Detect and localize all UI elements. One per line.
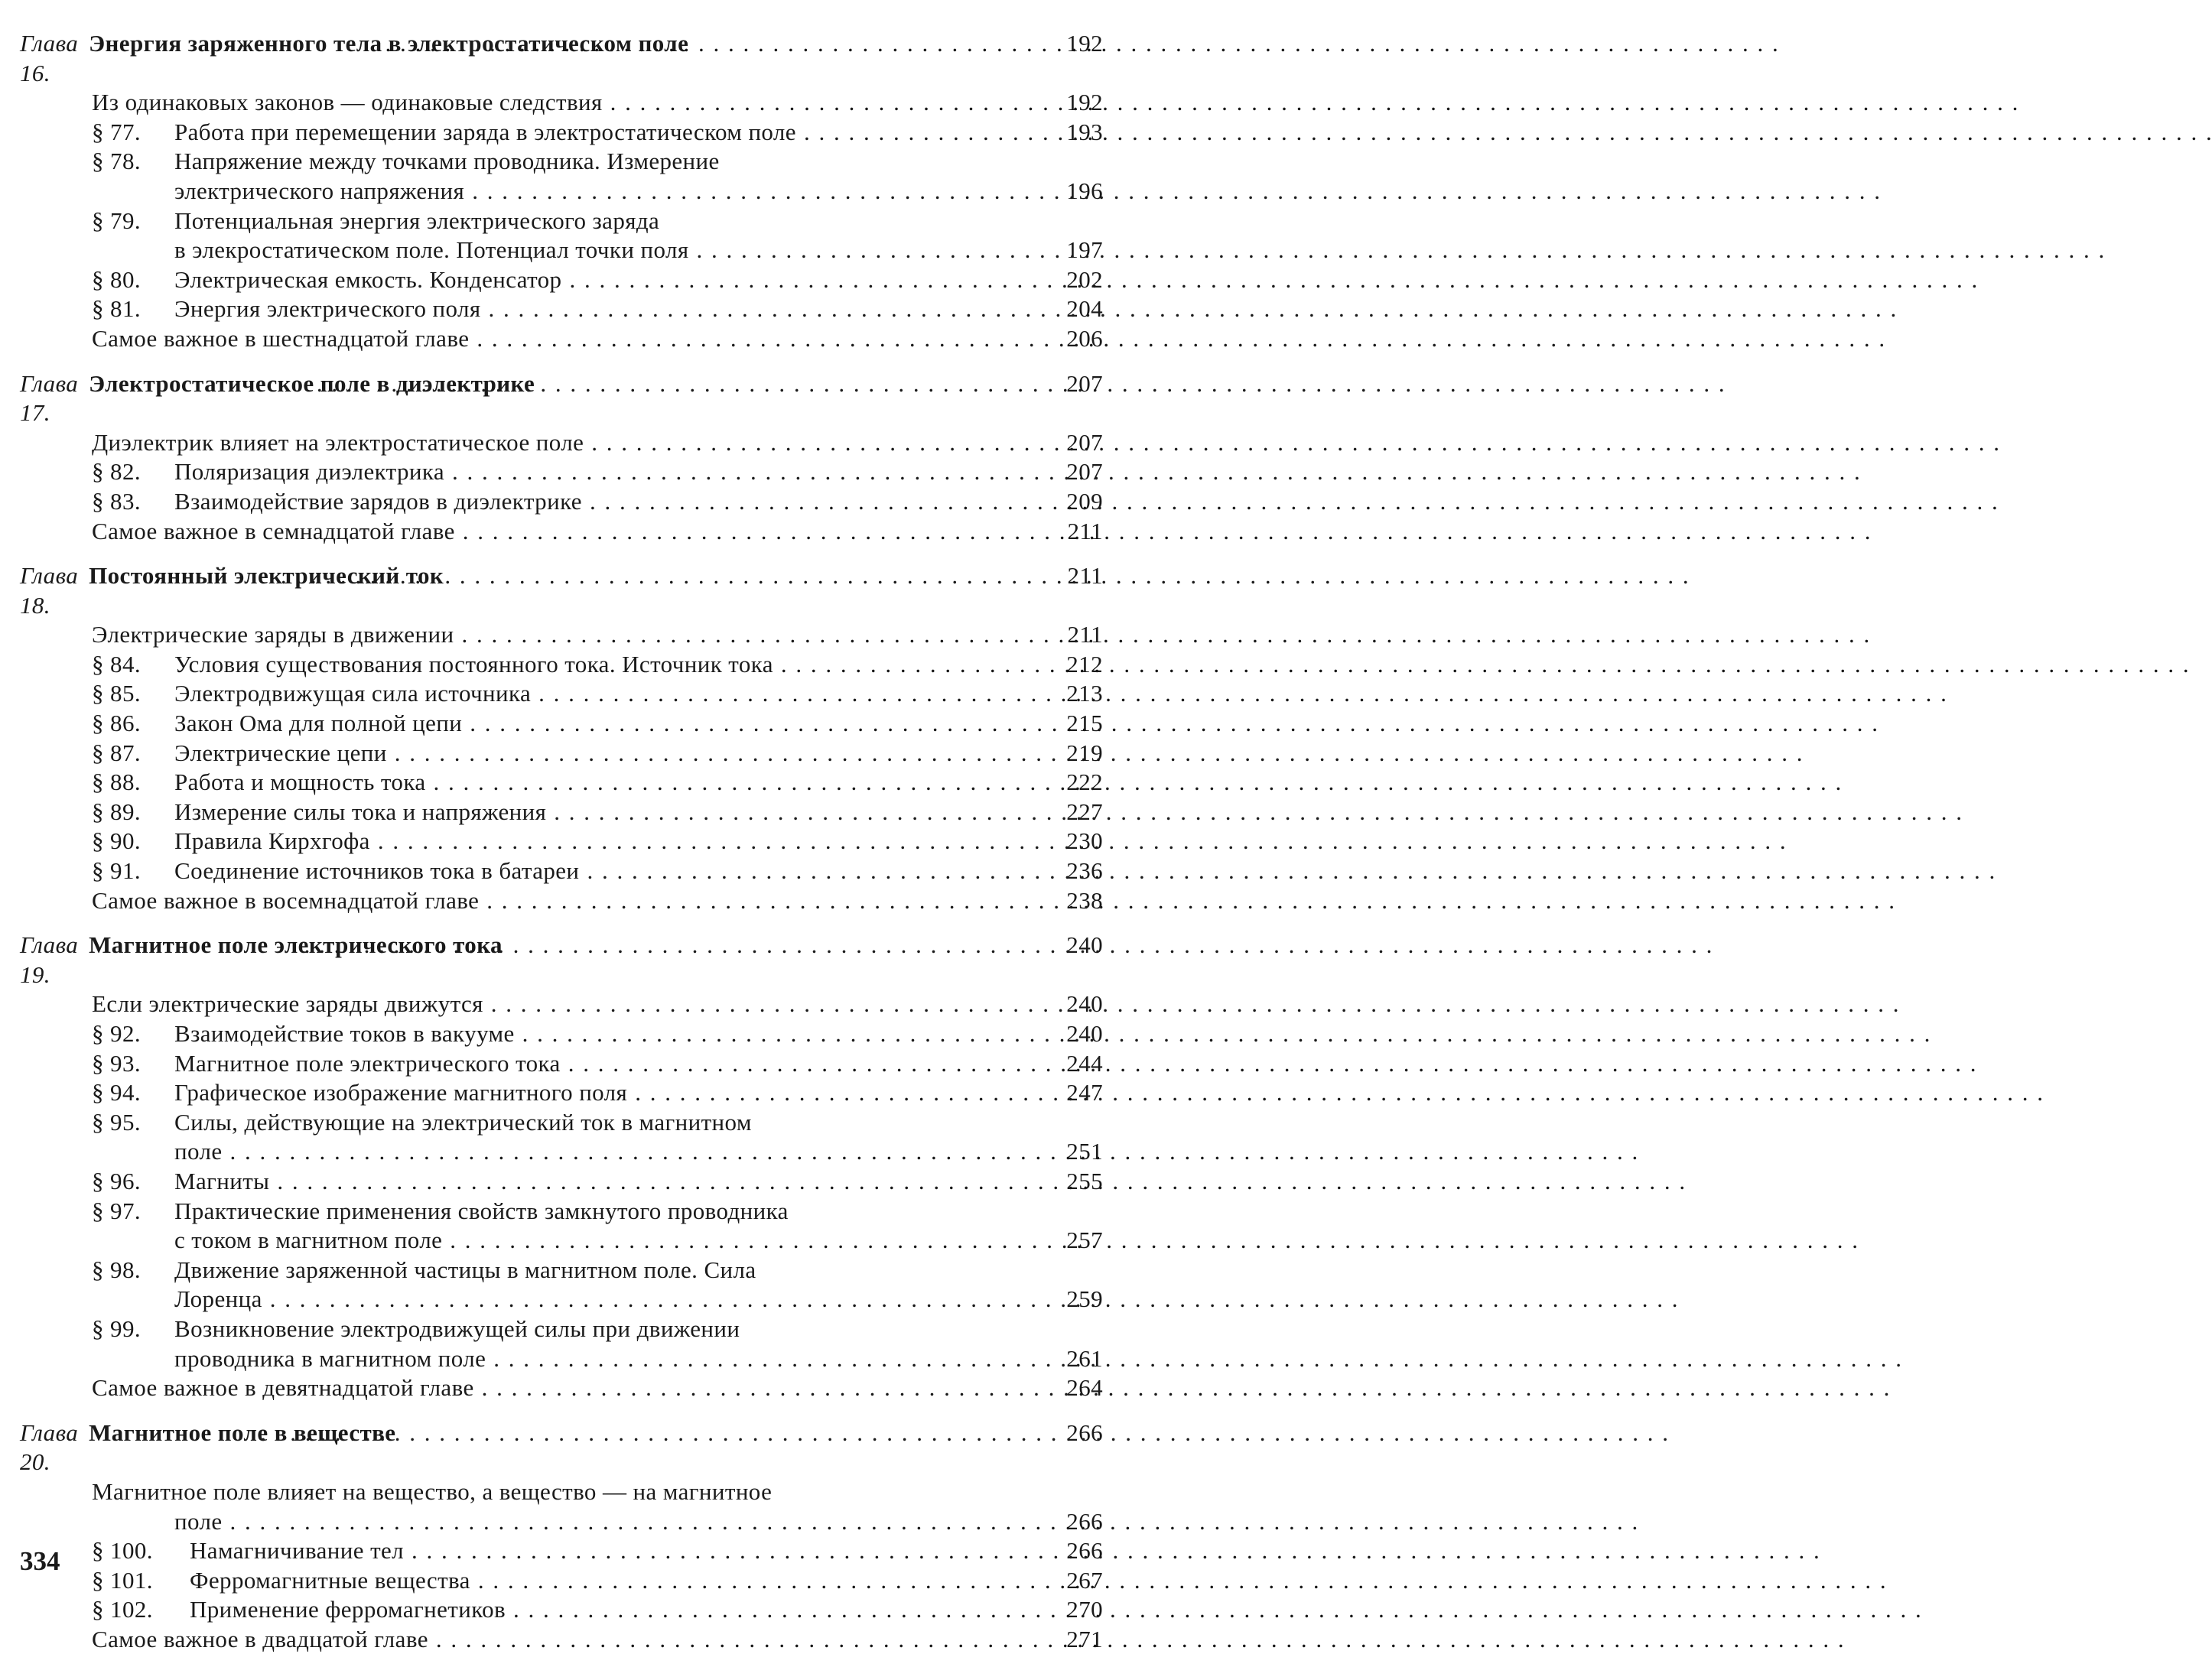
dot-leader <box>579 856 1059 886</box>
entry-title: Взаимодействие зарядов в диэлектрике <box>174 487 582 515</box>
chapter-heading[interactable] <box>20 561 1103 620</box>
toc-entry-summary[interactable] <box>20 1373 1103 1403</box>
toc-entry[interactable] <box>20 798 1103 827</box>
section-number: § 95. <box>92 1108 141 1136</box>
entry-title: Намагничивание тел <box>190 1537 405 1565</box>
dot-leader <box>455 517 1059 547</box>
page-ref: 211 <box>1067 517 1103 544</box>
toc-entry[interactable] <box>20 679 1103 709</box>
entry-title: Лоренца <box>174 1285 262 1313</box>
page-ref: 264 <box>1066 1374 1103 1402</box>
entry-title: Электрическая емкость. Конденсатор <box>174 265 562 293</box>
section-number: § 96. <box>92 1167 141 1194</box>
dot-leader <box>603 88 1059 118</box>
toc-entry-continuation[interactable] <box>20 236 1103 265</box>
dot-leader <box>627 1078 1059 1108</box>
entry-title: Электрические цепи <box>174 739 387 766</box>
entry-title: Работа и мощность тока <box>174 769 426 796</box>
entry-title: Если электрические заряды движутся <box>92 990 483 1018</box>
toc-entry[interactable] <box>20 487 1103 517</box>
toc-entry[interactable] <box>20 1197 1103 1227</box>
chapter-16 <box>20 29 1103 354</box>
toc-entry[interactable] <box>20 1566 1103 1596</box>
toc-entry[interactable] <box>20 1595 1103 1625</box>
chapter-19 <box>20 931 1103 1403</box>
page-ref: 251 <box>1066 1138 1103 1165</box>
chapter-heading[interactable] <box>20 931 1103 989</box>
section-number: § 92. <box>92 1020 141 1047</box>
toc-entry-continuation[interactable] <box>20 177 1103 206</box>
page-ref: 222 <box>1066 769 1103 796</box>
entry-title: Практические применения свойств замкнутого проводника <box>174 1197 789 1224</box>
entry-title: Из одинаковых законов — одинаковые следствия <box>92 89 603 116</box>
toc-entry-continuation[interactable] <box>20 1507 1103 1537</box>
page-ref: 267 <box>1066 1566 1103 1594</box>
toc-entry-continuation[interactable] <box>20 1226 1103 1256</box>
dot-leader <box>223 1137 1059 1167</box>
page-ref: 211 <box>1067 621 1103 648</box>
dot-leader <box>688 236 1059 265</box>
page-ref: 240 <box>1066 1020 1103 1047</box>
chapter-label: Глава 17. <box>20 369 79 427</box>
entry-title: Взаимодействие токов в вакууме <box>174 1020 515 1047</box>
page-ref: 207 <box>1066 428 1103 456</box>
section-number: § 97. <box>92 1197 141 1224</box>
page-ref: 193 <box>1066 118 1103 145</box>
chapter-heading[interactable] <box>20 369 1103 428</box>
chapter-20 <box>20 1418 1103 1654</box>
section-number: § 100. <box>92 1537 153 1565</box>
page-ref: 215 <box>1066 710 1103 737</box>
toc-entry[interactable] <box>20 989 1103 1019</box>
section-number: § 82. <box>92 458 141 486</box>
chapter-title: Магнитное поле электрического тока <box>89 931 503 959</box>
page-ref: 196 <box>1066 177 1103 204</box>
dot-leader <box>584 428 1059 458</box>
page-ref: 227 <box>1066 798 1103 825</box>
page-ref: 266 <box>1066 1507 1103 1535</box>
dot-leader <box>363 29 1059 59</box>
entry-title: Условия существования постоянного тока. Источник тока <box>174 650 773 678</box>
toc-entry[interactable] <box>20 88 1103 118</box>
dot-leader <box>223 1507 1059 1537</box>
page-ref: 271 <box>1066 1625 1103 1652</box>
toc-entry[interactable] <box>20 1049 1103 1079</box>
page-ref: 240 <box>1066 931 1103 959</box>
dot-leader <box>269 1167 1059 1197</box>
section-number: § 93. <box>92 1049 141 1077</box>
dot-leader <box>444 457 1059 487</box>
section-number: § 90. <box>92 827 141 855</box>
dot-leader <box>546 798 1059 827</box>
chapter-title: Электростатическое поле в диэлектрике <box>89 369 535 397</box>
entry-title: Самое важное в семнадцатой главе <box>92 517 455 544</box>
toc-entry[interactable] <box>20 739 1103 769</box>
page-ref: 238 <box>1066 886 1103 914</box>
chapter-title: Постоянный электрический ток <box>89 562 444 590</box>
section-number: § 81. <box>92 295 141 323</box>
dot-leader <box>470 1566 1059 1596</box>
chapter-label: Глава 19. <box>20 931 79 988</box>
toc-entry[interactable] <box>20 457 1103 487</box>
entry-title: Движение заряженной частицы в магнитном поле. Сила <box>174 1256 756 1283</box>
entry-title: Самое важное в девятнадцатой главе <box>92 1374 474 1402</box>
dot-leader <box>425 768 1059 798</box>
page-ref: 202 <box>1066 265 1103 293</box>
toc-entry[interactable] <box>20 1108 1103 1138</box>
entry-title: Силы, действующие на электрический ток в магнитном <box>174 1108 752 1136</box>
page-ref: 211 <box>1067 562 1103 590</box>
dot-leader <box>442 1226 1059 1256</box>
dot-leader <box>370 827 1059 856</box>
chapter-17 <box>20 369 1103 547</box>
dot-leader <box>252 1418 1059 1448</box>
dot-leader <box>273 561 1059 591</box>
entry-title: Ферромагнитные вещества <box>190 1566 470 1594</box>
entry-title: поле <box>174 1507 223 1535</box>
section-number: § 101. <box>92 1566 153 1594</box>
entry-title: Возникновение электродвижущей силы при движении <box>174 1314 740 1342</box>
dot-leader <box>561 1049 1059 1079</box>
toc-entry[interactable] <box>20 827 1103 856</box>
page-ref: 197 <box>1066 236 1103 264</box>
dot-leader <box>387 739 1059 769</box>
dot-leader <box>462 709 1059 739</box>
page-ref: 266 <box>1066 1537 1103 1565</box>
dot-leader <box>297 931 1059 960</box>
section-number: § 85. <box>92 680 141 707</box>
dot-leader <box>796 118 1059 148</box>
entry-title: Соединение источников тока в батареи <box>174 857 580 885</box>
entry-title: поле <box>174 1138 223 1165</box>
page-ref: 213 <box>1066 680 1103 707</box>
entry-title: Применение ферромагнетиков <box>190 1596 506 1623</box>
section-number: § 86. <box>92 710 141 737</box>
dot-leader <box>515 1019 1059 1049</box>
dot-leader <box>428 1625 1059 1654</box>
toc-entry[interactable] <box>20 118 1103 148</box>
page-ref: 255 <box>1066 1167 1103 1194</box>
page-ref: 204 <box>1066 295 1103 323</box>
page-ref: 266 <box>1066 1418 1103 1446</box>
toc-entry-summary[interactable] <box>20 1625 1103 1654</box>
toc-entry-continuation[interactable] <box>20 1285 1103 1314</box>
dot-leader <box>483 989 1059 1019</box>
toc-entry[interactable] <box>20 1536 1103 1566</box>
section-number: § 102. <box>92 1596 153 1623</box>
page-ref: 259 <box>1066 1285 1103 1313</box>
section-number: § 99. <box>92 1314 141 1342</box>
entry-title: Самое важное в шестнадцатой главе <box>92 324 470 352</box>
entry-title: Работа при перемещении заряда в электростатическом поле <box>174 118 796 145</box>
toc-entry[interactable] <box>20 709 1103 739</box>
toc-entry[interactable] <box>20 1314 1103 1344</box>
toc-entry-summary[interactable] <box>20 324 1103 354</box>
toc-entry[interactable] <box>20 206 1103 236</box>
toc-entry[interactable] <box>20 1477 1103 1507</box>
page-ref: 209 <box>1066 487 1103 515</box>
entry-title: Поляризация диэлектрика <box>174 458 445 486</box>
dot-leader <box>506 1595 1059 1625</box>
toc-entry[interactable] <box>20 856 1103 886</box>
page-ref: 192 <box>1066 89 1103 116</box>
entry-title: Электрические заряды в движении <box>92 621 454 648</box>
toc-entry[interactable] <box>20 768 1103 798</box>
entry-title: Графическое изображение магнитного поля <box>174 1079 628 1106</box>
toc-entry-continuation[interactable] <box>20 1137 1103 1167</box>
section-number: § 79. <box>92 206 141 234</box>
page-ref: 261 <box>1066 1344 1103 1372</box>
section-number: § 77. <box>92 118 141 145</box>
entry-title: в элекростатическом поле. Потенциал точки поля <box>174 236 689 264</box>
section-number: § 87. <box>92 739 141 766</box>
entry-title: Правила Кирхгофа <box>174 827 370 855</box>
chapter-label: Глава 20. <box>20 1418 79 1476</box>
dot-leader <box>404 1536 1059 1566</box>
entry-title: Электродвижущая сила источника <box>174 680 532 707</box>
toc-entry-summary[interactable] <box>20 517 1103 547</box>
dot-leader <box>486 1344 1059 1374</box>
chapter-label: Глава 18. <box>20 562 79 619</box>
toc-entry[interactable] <box>20 1256 1103 1285</box>
entry-title: проводника в магнитном поле <box>174 1344 486 1372</box>
section-number: § 78. <box>92 148 141 175</box>
toc-entry[interactable] <box>20 294 1103 324</box>
chapter-heading[interactable] <box>20 29 1103 88</box>
dot-leader <box>481 294 1059 324</box>
page-ref: 212 <box>1066 650 1103 678</box>
dot-leader <box>531 679 1059 709</box>
entry-title: Самое важное в двадцатой главе <box>92 1625 428 1652</box>
toc-entry[interactable] <box>20 1167 1103 1197</box>
entry-title: электрического напряжения <box>174 177 465 204</box>
toc-entry-continuation[interactable] <box>20 1344 1103 1374</box>
section-number: § 83. <box>92 487 141 515</box>
dot-leader <box>454 620 1059 650</box>
section-number: § 94. <box>92 1079 141 1106</box>
page-ref: 270 <box>1066 1596 1103 1623</box>
section-number: § 89. <box>92 798 141 825</box>
dot-leader <box>309 369 1059 399</box>
page-ref: 244 <box>1066 1049 1103 1077</box>
toc-entry[interactable] <box>20 265 1103 295</box>
dot-leader <box>464 177 1059 206</box>
toc-entry[interactable] <box>20 1078 1103 1108</box>
page-ref: 207 <box>1066 458 1103 486</box>
page-ref: 192 <box>1066 30 1103 57</box>
chapter-label: Глава 16. <box>20 30 79 86</box>
chapter-title: Магнитное поле в веществе <box>89 1418 396 1446</box>
dot-leader <box>582 487 1059 517</box>
entry-title: Магнитное поле влияет на вещество, а вещество — на магнитное <box>92 1477 773 1505</box>
entry-title: Магниты <box>174 1167 270 1194</box>
page-ref: 219 <box>1066 739 1103 766</box>
entry-title: Диэлектрик влияет на электростатическое поле <box>92 428 584 456</box>
toc-entry[interactable] <box>20 650 1103 680</box>
page-ref: 240 <box>1066 990 1103 1018</box>
page-ref: 207 <box>1066 369 1103 397</box>
dot-leader <box>262 1285 1059 1314</box>
toc-entry[interactable] <box>20 1019 1103 1049</box>
section-number: § 91. <box>92 857 141 885</box>
dot-leader <box>773 650 1059 680</box>
entry-title: Потенциальная энергия электрического заряда <box>174 206 660 234</box>
entry-title: с током в магнитном поле <box>174 1227 443 1254</box>
dot-leader <box>474 1373 1059 1403</box>
toc-entry[interactable] <box>20 620 1103 650</box>
page-ref: 257 <box>1066 1227 1103 1254</box>
entry-title: Энергия электрического поля <box>174 295 481 323</box>
toc-entry-summary[interactable] <box>20 886 1103 916</box>
chapter-heading[interactable] <box>20 1418 1103 1477</box>
entry-title: Напряжение между точками проводника. Измерение <box>174 148 720 175</box>
section-number: § 98. <box>92 1256 141 1283</box>
toc-entry[interactable] <box>20 428 1103 458</box>
dot-leader <box>479 886 1059 916</box>
section-number: § 84. <box>92 650 141 678</box>
entry-title: Магнитное поле электрического тока <box>174 1049 561 1077</box>
page-ref: 230 <box>1066 827 1103 855</box>
page-number: 334 <box>20 1546 60 1576</box>
entry-title: Самое важное в восемнадцатой главе <box>92 886 480 914</box>
page-ref: 236 <box>1066 857 1103 885</box>
entry-title: Закон Ома для полной цепи <box>174 710 463 737</box>
section-number: § 80. <box>92 265 141 293</box>
page-ref: 247 <box>1066 1079 1103 1106</box>
page-ref: 206 <box>1066 324 1103 352</box>
chapter-18 <box>20 561 1103 915</box>
section-number: § 88. <box>92 769 141 796</box>
entry-title: Измерение силы тока и напряжения <box>174 798 547 825</box>
dot-leader <box>561 265 1059 295</box>
chapter-title: Энергия заряженного тела в электростатическом поле <box>89 30 689 57</box>
toc-entry[interactable] <box>20 147 1103 177</box>
dot-leader <box>469 324 1059 354</box>
